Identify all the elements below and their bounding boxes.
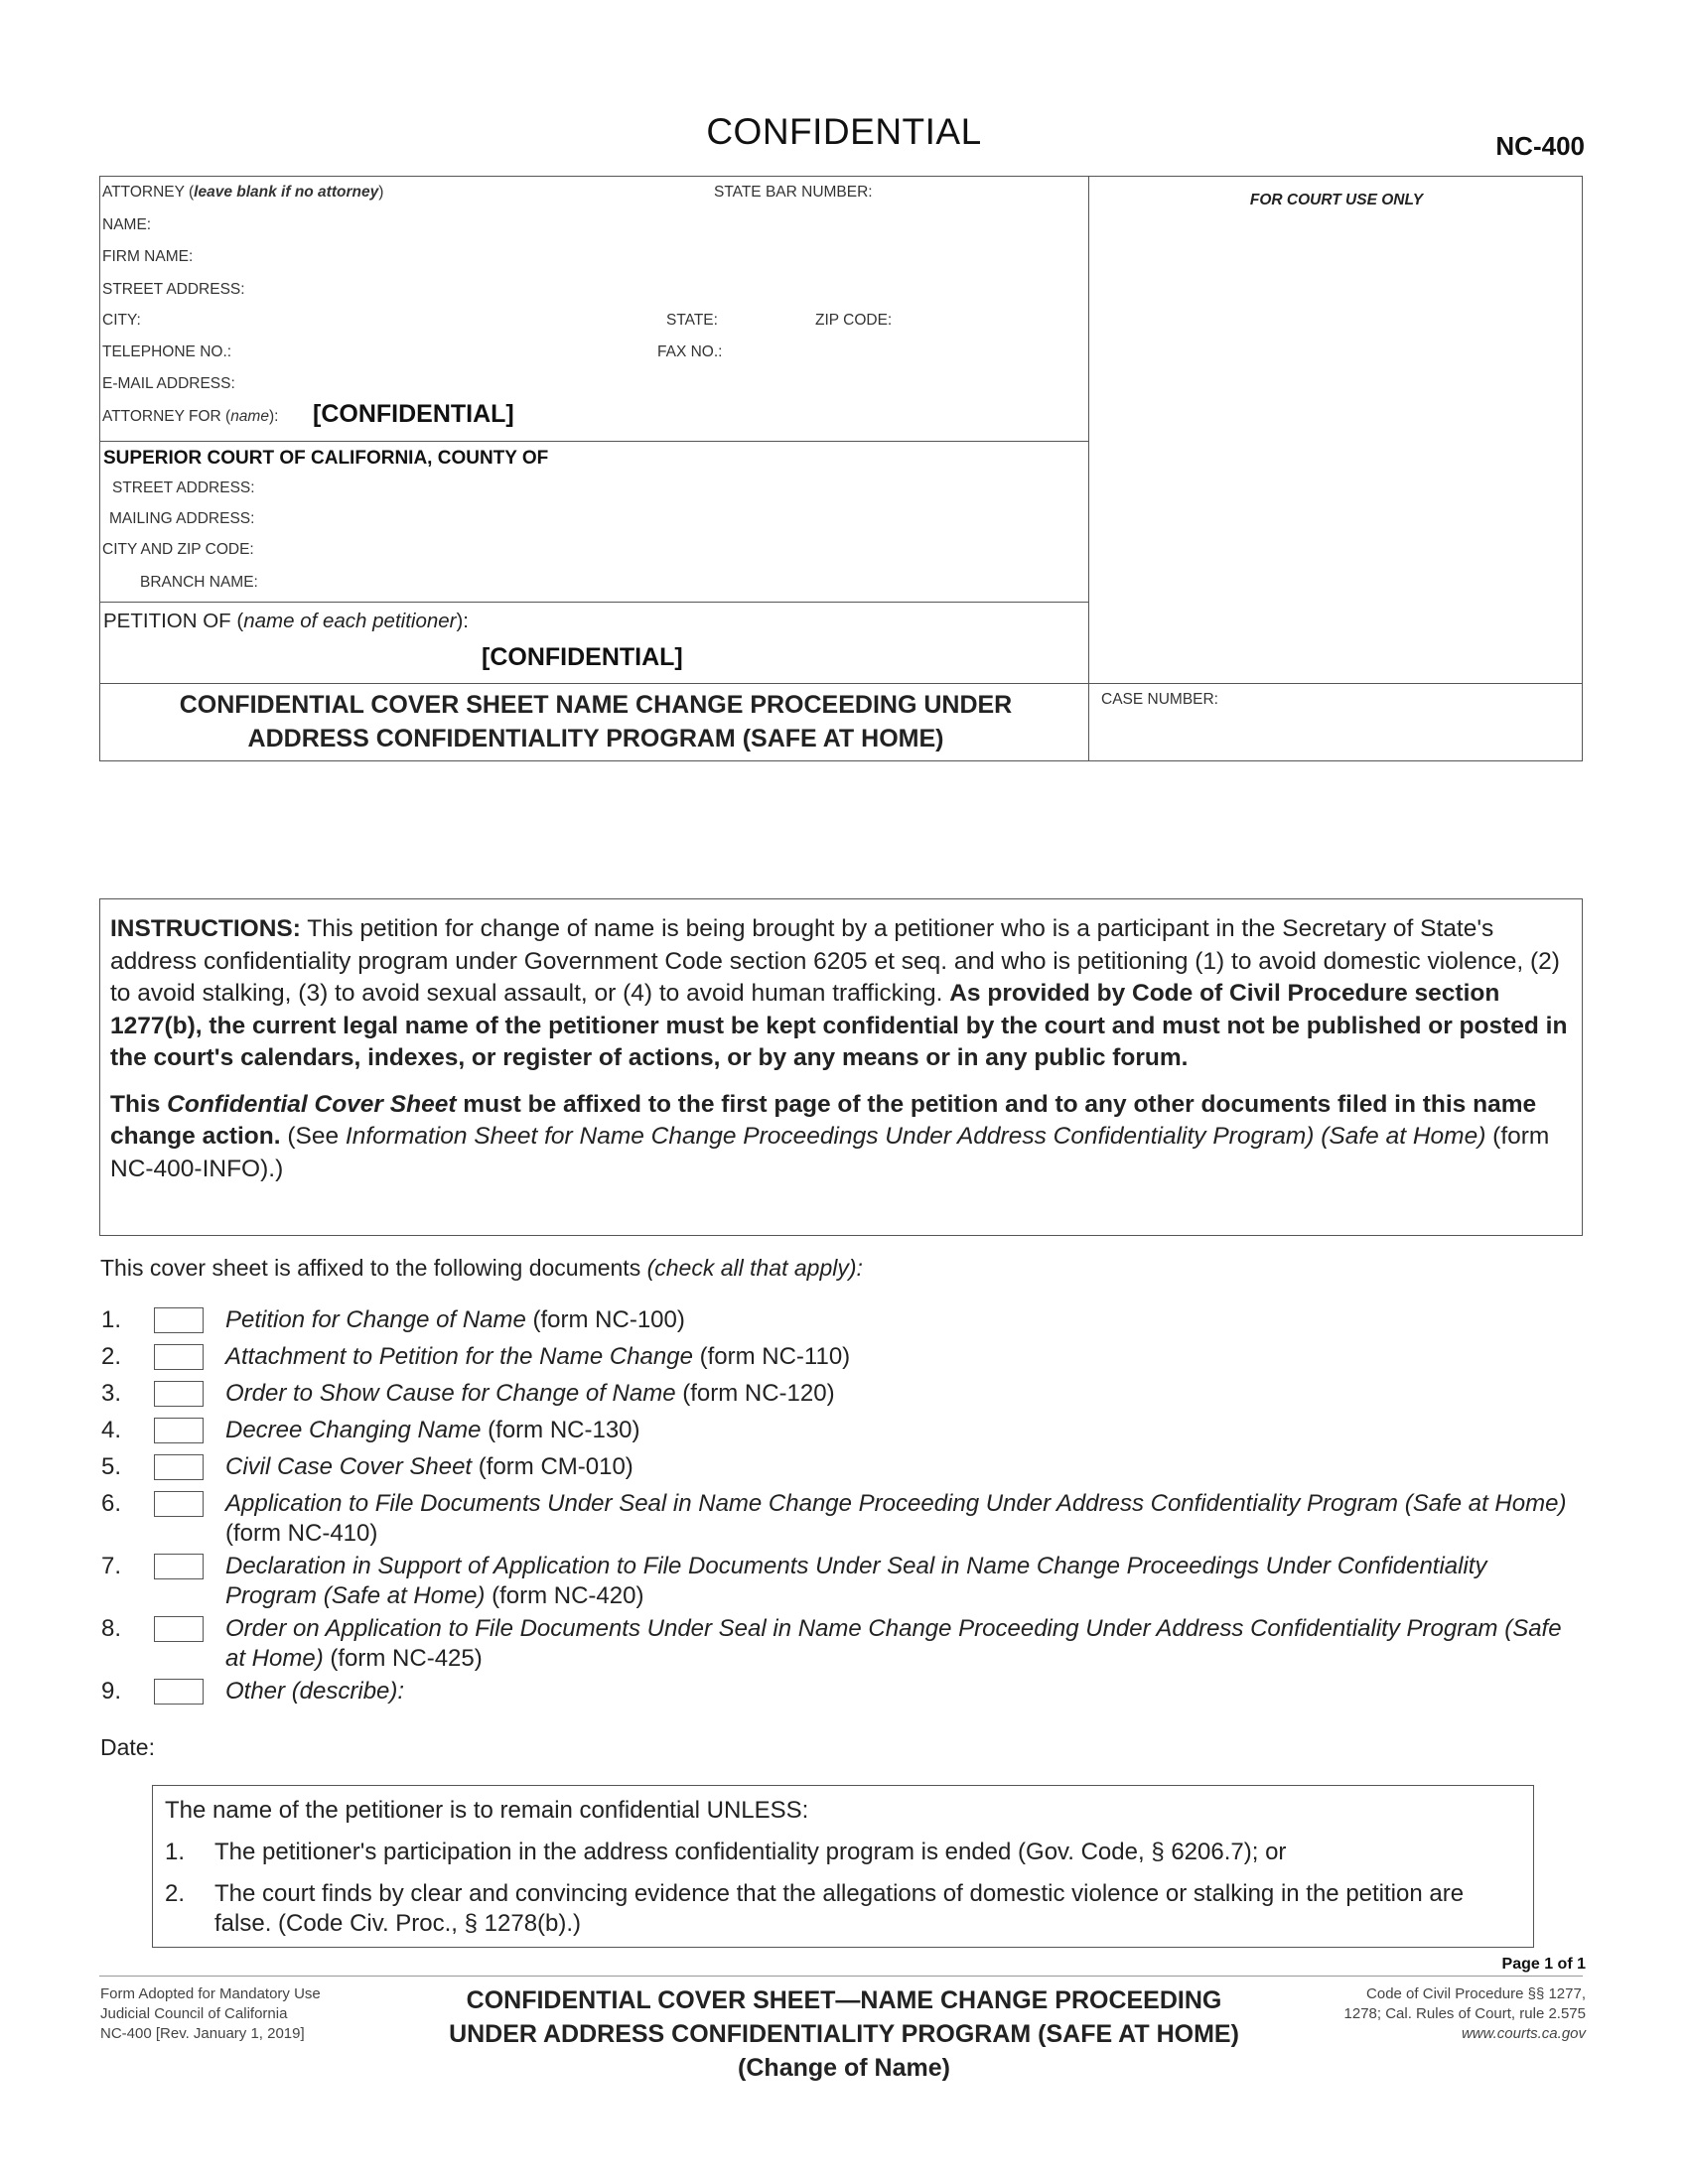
document-item: [101, 1677, 1571, 1706]
document-label: Application to File Documents Under Seal in Name Change Proceeding Under Address Confidentiality Program (Safe at Home) (form NC-410): [225, 1490, 1567, 1547]
cover-sheet-title: CONFIDENTIAL COVER SHEET NAME CHANGE PROCEEDING UNDER ADDRESS CONFIDENTIALITY PROGRAM (SAFE AT HOME): [179, 691, 1013, 752]
attorney-for-label: ATTORNEY FOR (name):: [102, 408, 279, 425]
petition-of-label: PETITION OF (name of each petitioner):: [103, 610, 469, 632]
document-item: [101, 1342, 1571, 1372]
city-label: CITY:: [102, 312, 141, 329]
caption-divider-vertical: [1088, 176, 1089, 761]
state-label: STATE:: [666, 312, 718, 329]
condition-item: 1. The petitioner's participation in the address confidentiality program is ended (Gov. Code, § 6206.7); or: [165, 1839, 1287, 1865]
document-item: [101, 1452, 1571, 1482]
fax-label: FAX NO.:: [657, 343, 723, 360]
name-label: NAME:: [102, 216, 152, 233]
document-label: Order to Show Cause for Change of Name (form NC-120): [225, 1380, 835, 1407]
firm-name-label: FIRM NAME:: [102, 248, 194, 265]
form-number: NC-400: [1495, 131, 1585, 161]
document-number: 1.: [101, 1306, 122, 1333]
document-checkbox[interactable]: [154, 1679, 204, 1705]
court-street-label: STREET ADDRESS:: [112, 479, 255, 496]
page-title: CONFIDENTIAL: [706, 111, 982, 152]
petition-section-divider: [99, 683, 1583, 684]
condition-item: 2. The court finds by clear and convincing evidence that the allegations of domestic violence or stalking in the petition are false. (Code Civ. Proc., § 1278(b).): [165, 1880, 1465, 1937]
document-number: 6.: [101, 1490, 122, 1517]
document-item: [101, 1416, 1571, 1445]
state-bar-label: STATE BAR NUMBER:: [714, 184, 873, 201]
document-checkbox[interactable]: [154, 1616, 204, 1642]
footer-left: Form Adopted for Mandatory Use Judicial Council of California NC-400 [Rev. January 1, 2019]: [100, 1985, 321, 2042]
document-number: 3.: [101, 1380, 122, 1407]
footer-right: Code of Civil Procedure §§ 1277, 1278; Cal. Rules of Court, rule 2.575 www.courts.ca.gov: [1343, 1985, 1586, 2042]
document-item: [101, 1614, 1571, 1674]
court-branch-label: BRANCH NAME:: [140, 574, 258, 591]
document-checkbox[interactable]: [154, 1381, 204, 1407]
court-title: SUPERIOR COURT OF CALIFORNIA, COUNTY OF: [103, 448, 549, 469]
document-label: Order on Application to File Documents Under Seal in Name Change Proceeding Under Address Confidentiality Program (Safe at Home) (form NC-425): [225, 1615, 1562, 1672]
attorney-section-divider: [99, 441, 1089, 442]
court-mailing-label: MAILING ADDRESS:: [109, 510, 255, 527]
court-use-label: FOR COURT USE ONLY: [1249, 192, 1424, 208]
document-checkbox[interactable]: [154, 1554, 204, 1579]
instructions-paragraph-2: This Confidential Cover Sheet must be affixed to the first page of the petition and to any other documents filed in this name change action. (See Information Sheet for Name Change Proceedings Under Address Confidentiality Program) (Safe at Home) (form NC-400-INFO).): [110, 1090, 1550, 1182]
email-label: E-MAIL ADDRESS:: [102, 375, 235, 392]
case-number-label: CASE NUMBER:: [1101, 691, 1218, 708]
website-link[interactable]: www.courts.ca.gov: [1461, 2025, 1586, 2042]
document-label: Decree Changing Name (form NC-130): [225, 1417, 640, 1443]
page-number: Page 1 of 1: [1501, 1956, 1586, 1973]
zip-code-label: ZIP CODE:: [815, 312, 893, 329]
document-checkbox[interactable]: [154, 1344, 204, 1370]
document-label: Civil Case Cover Sheet (form CM-010): [225, 1453, 633, 1480]
document-item: [101, 1552, 1571, 1611]
footer-rule: [99, 1976, 1583, 1977]
document-number: 5.: [101, 1453, 122, 1480]
instructions-box: [99, 898, 1583, 1236]
document-label: Other (describe):: [225, 1678, 405, 1705]
telephone-label: TELEPHONE NO.:: [102, 343, 232, 360]
document-checkbox[interactable]: [154, 1491, 204, 1517]
street-address-label: STREET ADDRESS:: [102, 281, 245, 298]
document-label: Attachment to Petition for the Name Change (form NC-110): [225, 1343, 851, 1370]
document-number: 8.: [101, 1615, 122, 1642]
footer-title: CONFIDENTIAL COVER SHEET—NAME CHANGE PROCEEDING UNDER ADDRESS CONFIDENTIALITY PROGRAM (SAFE AT HOME) (Change of Name): [449, 1986, 1239, 2082]
document-checkbox[interactable]: [154, 1454, 204, 1480]
court-cityzip-label: CITY AND ZIP CODE:: [102, 541, 254, 558]
document-number: 7.: [101, 1553, 122, 1579]
attorney-for-value: [CONFIDENTIAL]: [313, 400, 514, 428]
document-item: [101, 1305, 1571, 1335]
instructions-paragraph-1: INSTRUCTIONS: This petition for change of name is being brought by a petitioner who is a participant in the Secretary of State's address confidentiality program under Government Code section 6205 et seq. and who is petitioning (1) to avoid domestic violence, (2) to avoid stalking, (3) to avoid sexual assault, or (4) to avoid human trafficking. As provided by Code of Civil Procedure section 1277(b), the current legal name of the petitioner must be kept confidential by the court and must not be published or posted in the court's calendars, indexes, or register of actions, or by any means or in any public forum.: [110, 915, 1568, 1071]
document-item: [101, 1489, 1571, 1549]
document-label: Declaration in Support of Application to File Documents Under Seal in Name Change Proceedings Under Confidentiality Program (Safe at Home) (form NC-420): [225, 1553, 1487, 1609]
court-section-divider: [99, 602, 1089, 603]
document-item: [101, 1379, 1571, 1409]
document-checkbox[interactable]: [154, 1307, 204, 1333]
document-number: 4.: [101, 1417, 122, 1443]
document-checkbox[interactable]: [154, 1418, 204, 1443]
document-number: 2.: [101, 1343, 122, 1370]
document-number: 9.: [101, 1678, 122, 1705]
confidentiality-conditions-box: [152, 1785, 1534, 1948]
petition-of-value: [CONFIDENTIAL]: [482, 643, 683, 671]
attorney-label: ATTORNEY (leave blank if no attorney): [102, 184, 384, 201]
document-label: Petition for Change of Name (form NC-100): [225, 1306, 685, 1333]
conditions-intro: The name of the petitioner is to remain confidential UNLESS:: [165, 1797, 809, 1824]
date-label: Date:: [100, 1734, 155, 1760]
affixed-intro: This cover sheet is affixed to the following documents (check all that apply):: [100, 1255, 863, 1281]
